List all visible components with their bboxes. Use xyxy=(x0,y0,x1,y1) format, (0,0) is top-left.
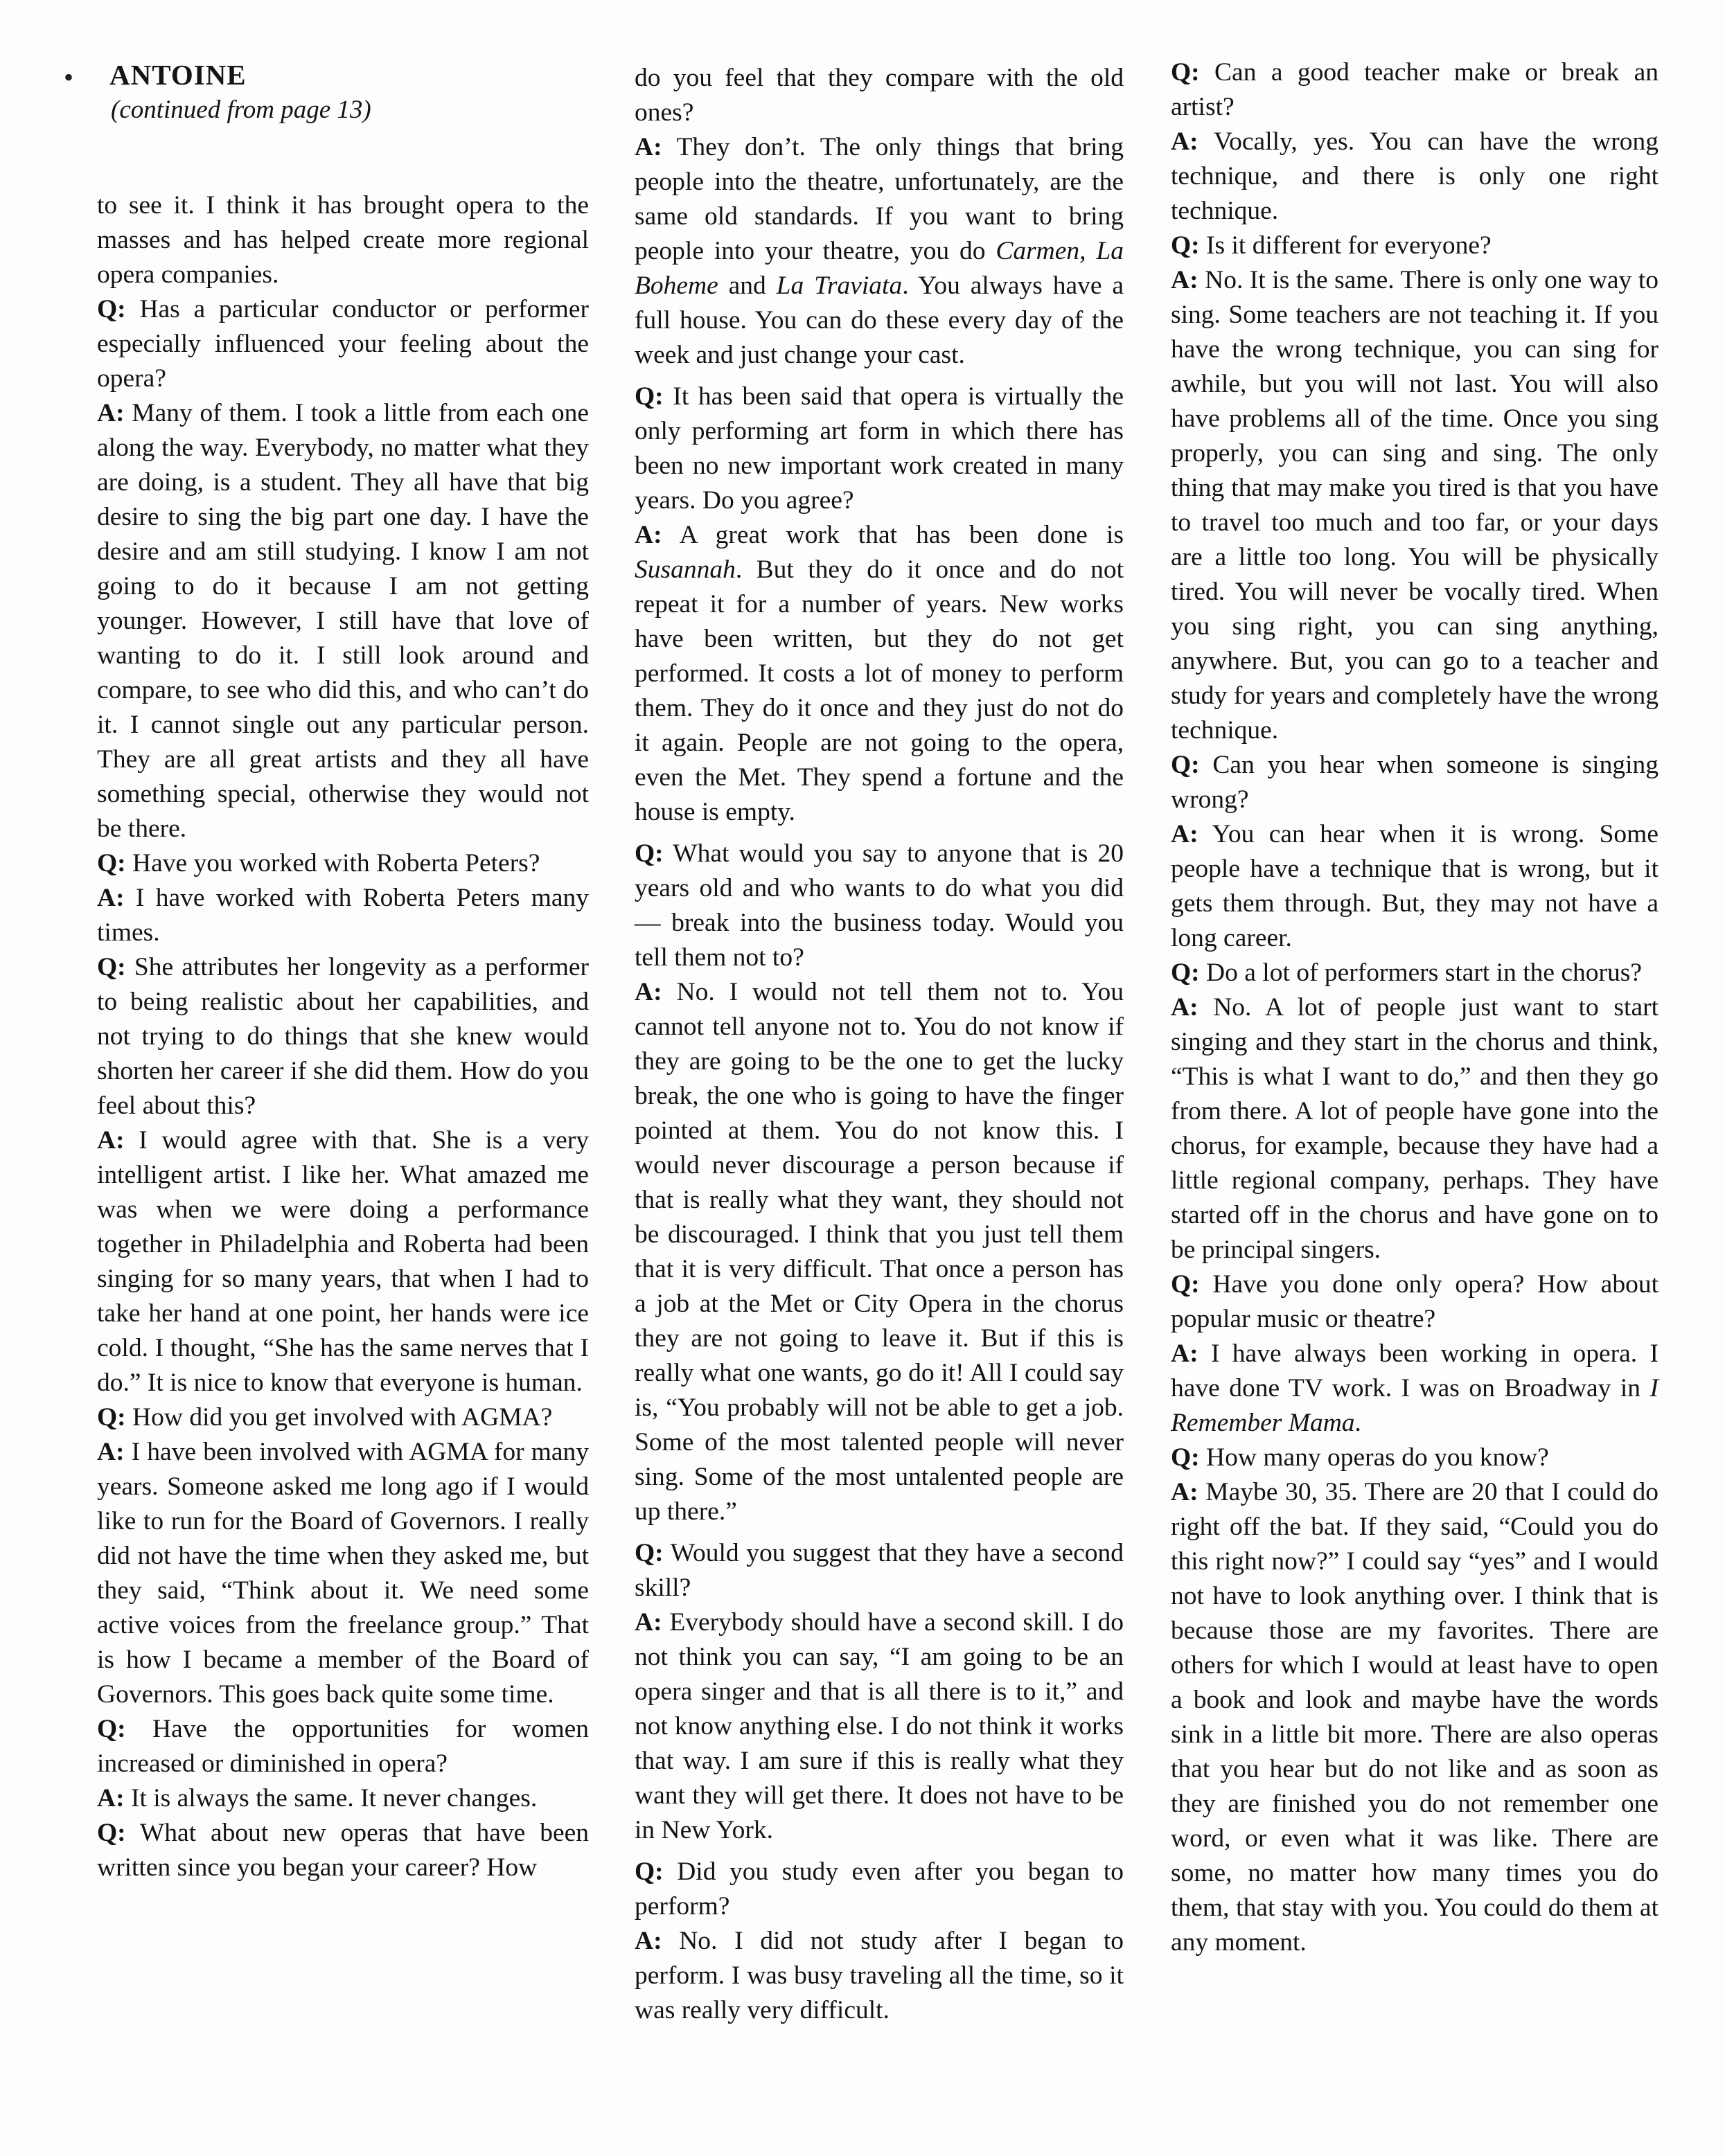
answer: A: I have worked with Roberta Peters many times. xyxy=(97,884,590,947)
question: Q: How many operas do you know? xyxy=(1171,1443,1549,1472)
opera-titles: Carmen, La Boheme xyxy=(635,237,1124,300)
answer: A: No. A lot of people just want to start singing and they start in the chorus and think, “This is what I want to do,” and then they go from there. A lot of people have gone into the chorus, for example, because they have had a little regional company, perhaps. They have started off in the chorus and have gone on to be principal singers. xyxy=(1171,993,1658,1264)
answer: A: Everybody should have a second skill. I do not think you can say, “I am going to be an opera singer and that is all there is to it,” and not know anything else. I do not think it works that way. I am sure if this is really what they want they will get there. It does not have to be in New York. xyxy=(635,1608,1124,1844)
article-heading xyxy=(109,57,371,127)
question: Q: Have you worked with Roberta Peters? xyxy=(97,849,540,877)
answer: A: No. I would not tell them not to. You cannot tell anyone not to. You do not know if they are going to be the one to get the lucky break, the one who is going to have the finger pointed at them. You do not know this. I would never discourage a person because if that is really what they want, they should not be discouraged. I think that you just tell them that it is very difficult. That once a person has a job at the Met or City Opera in the chorus they are not going to leave it. But if this is really what one wants, go do it! All I could say is, “You probably will not be able to get a job. Some of the most talented people will never sing. Some of the most untalented people are up there.” xyxy=(635,978,1124,1526)
answer: A: Many of them. I took a little from each one along the way. Everybody, no matter what they are doing, is a student. They all have that big desire to sing the big part one day. I have the desire and am still studying. I know I am not going to do it because I am not getting younger. However, I still have that love of wanting to do it. I still look around and compare, to see who did this, and who can’t do it. I cannot single out any particular person. They are all great artists and they all have something special, otherwise they would not be there. xyxy=(97,399,590,843)
question: Q: Is it different for everyone? xyxy=(1171,231,1492,260)
text-column-3 xyxy=(1171,55,1658,1960)
answer: A: A great work that has been done is Susannah. But they do it once and do not repeat it for a number of years. New works have been written, but they do not get performed. It costs a lot of money to perform them. They do it once and they just do not do it again. People are not going to the opera, even the Met. They spend a fortune and the house is empty. xyxy=(635,521,1124,826)
text-column-2 xyxy=(635,61,1124,2028)
question: Q: Did you study even after you began to perform? xyxy=(635,1857,1124,1921)
question: Q: Have you done only opera? How about popular music or theatre? xyxy=(1171,1270,1658,1333)
question: Q: Do a lot of performers start in the chorus? xyxy=(1171,959,1643,987)
question: Q: What about new operas that have been written since you began your career? How xyxy=(97,1819,589,1882)
text-column-1 xyxy=(97,188,589,1885)
answer: A: They don’t. The only things that bring people into the theatre, unfortunately, are the same old standards. If you want to bring people into your theatre, you do Carmen, La Boheme and La Traviata. You always have a full house. You can do these every day of the week and just change your cast. xyxy=(635,133,1124,369)
question: Q: What would you say to anyone that is 20 years old and who wants to do what you did — break into the business today. Would you tell them not to? xyxy=(635,839,1124,972)
question: Q: It has been said that opera is virtually the only performing art form in which there has been no new important work created in many years. Do you agree? xyxy=(635,382,1124,515)
answer: A: It is always the same. It never changes. xyxy=(97,1784,538,1812)
opera-title: Susannah xyxy=(635,555,736,584)
continuation-note: (continued from page 13) xyxy=(111,96,371,124)
bullet-mark: • xyxy=(64,62,74,93)
answer: A: You can hear when it is wrong. Some people have a technique that is wrong, but it gets them through. But, they may not have a long career. xyxy=(1171,820,1658,952)
answer: A: I have always been working in opera. I have done TV work. I was on Broadway in I Remember Mama. xyxy=(1171,1339,1659,1437)
answer: A: Vocally, yes. You can have the wrong technique, and there is only one right technique. xyxy=(1171,127,1658,225)
answer: A: No. It is the same. There is only one way to sing. Some teachers are not teaching it. If you have the wrong technique, you can sing for awhile, but you will not last. You will also have problems all of the time. Once you sing properly, you can sing and sing. The only thing that may make you tired is that you have to travel too much and too far, or your days are a little too long. You will be physically tired. You will never be vocally tired. When you sing right, you can sing anything, anywhere. But, you can go to a teacher and study for years and completely have the wrong technique. xyxy=(1171,266,1658,745)
answer: A: Maybe 30, 35. There are 20 that I could do right off the bat. If they said, “Could you do this right now?” I could say “yes” and I would not have to look anything over. I think that is because those are my favorites. There are others for which I would at least have to open a book and look and maybe have the words sink in a little bit more. There are also operas that you hear but do not like and as soon as they are finished you do not remember one word, or even what it was like. There are some, no matter how many times you do them, that stay with you. You could do them at any moment. xyxy=(1171,1478,1658,1957)
answer: A: I have been involved with AGMA for many years. Someone asked me long ago if I would like to run for the Board of Governors. I really did not have the time when they asked me, but they said, “Think about it. We need some active voices from the freelance group.” That is how I became a member of the Board of Governors. This goes back quite some time. xyxy=(97,1438,590,1709)
answer: A: I would agree with that. She is a very intelligent artist. I like her. What amazed me was when we were doing a performance together in Philadelphia and Roberta had been singing for so many years, that when I had to take her hand at one point, her hands were ice cold. I thought, “She has the same nerves that I do.” It is nice to know that everyone is human. xyxy=(97,1126,589,1397)
question: Q: Can you hear when someone is singing wrong? xyxy=(1171,751,1659,814)
question: Q: She attributes her longevity as a performer to being realistic about her capabilities, and not trying to do things that she knew would shorten her career if she did them. How do you feel about this? xyxy=(97,953,589,1120)
question: Q: Would you suggest that they have a second skill? xyxy=(635,1539,1124,1602)
article-title: ANTOINE xyxy=(109,59,247,91)
opera-title: La Traviata xyxy=(776,271,903,300)
question: Q: How did you get involved with AGMA? xyxy=(97,1403,553,1432)
answer: A: No. I did not study after I began to perform. I was busy traveling all the time, so it was really very difficult. xyxy=(635,1927,1124,2024)
question: Q: Have the opportunities for women increased or diminished in opera? xyxy=(97,1715,590,1778)
question: Q: Can a good teacher make or break an artist? xyxy=(1171,58,1659,121)
show-title: I Remember Mama xyxy=(1171,1374,1659,1437)
paragraph: do you feel that they compare with the old ones? xyxy=(635,64,1124,127)
question: Q: Has a particular conductor or performer especially influenced your feeling about the opera? xyxy=(97,295,589,393)
paragraph: to see it. I think it has brought opera to the masses and has helped create more regional opera companies. xyxy=(97,191,589,289)
